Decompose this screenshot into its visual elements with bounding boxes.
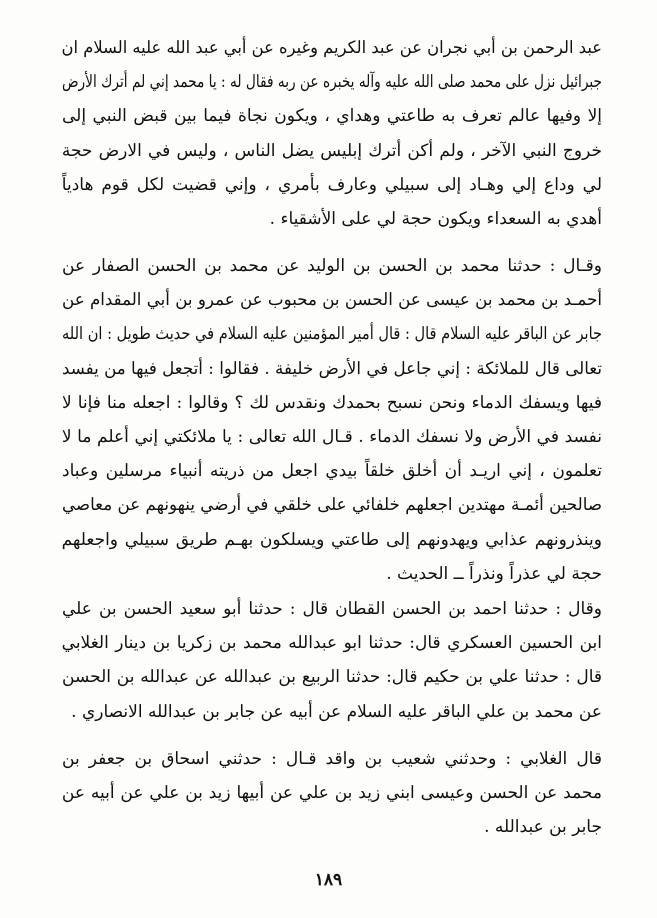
page-number: ١٨٩ [314,870,343,890]
text-line: قال : حدثنا علي بن حكيم قال: حدثنا الربيع بن عبدالله عن عبدالله بن الحسن [62,667,602,688]
text-line: قال الغلابي : وحدثني شعيب بن واقد قـال : حدثني اسحاق بن جعفر بن [62,749,602,769]
text-line: جابر عن الباقر عليه السلام قال : قال أمير المؤمنين عليه السلام في حديث طويل : ان الله [61,324,602,345]
text-line: وقـال : حدثنا محمد بن الحسن بن الوليد عن محمد بن الحسن الصفار عن [62,256,602,276]
text-line: وينذرونهم عذابي ويهدونهم إلى طاعتي ويسلكون بهـم طريق سبيلي واجعلهم [62,529,602,550]
text-line: خروج النبي الآخر ، ولم أكن أترك إبليس يضل الناس ، وليس في الارض حجة [62,140,602,161]
text-line: حجة لي عذراً ونذراً ــ الحديث . [386,563,602,584]
text-line: محمد عن الحسن وعيسى ابني زيد بن علي عن أبيها زيد بن علي عن أبيه عن [62,783,602,804]
text-line: أهدي به السعداء ويكون حجة لي على الأشقياء . [269,209,602,230]
text-line: ابن الحسين العسكري قال: حدثنا ابو عبدالله محمد بن زكريا بن دينار الغلابي [62,633,602,654]
text-line: أحمـد بن محمد بن عيسى عن الحسن بن محبوب عن عمرو بن أبي المقدام عن [62,290,602,311]
paragraph-2 [62,249,602,591]
paragraph-1 [62,31,602,236]
text-line: وقال : حدثنا احمد بن الحسن القطان قال : حدثنا أبو سعيد الحسن بن علي [62,599,602,619]
text-line: إلا وفيها عالم تعرف به طاعتي وهداي ، ويكون نجاة فيما بين قبض النبي إلى [62,106,602,127]
paragraph-3 [62,592,602,729]
text-line: فيها ويسفك الدماء ونحن نسبح بحمدك ونقدس لك ؟ وقالوا : اجعله منا فإنا لا [62,392,602,413]
text-line: تعلمون ، إني اريـد أن أخلق خلقاً بيدي اجعل من ذريته أنبياء مرسلين وعباد [62,461,602,482]
text-line: تعالى قال للملائكة : إني جاعل في الأرض خليفة . فقالوا : أتجعل فيها من يفسد [62,358,602,379]
text-line: جابر بن عبدالله . [484,817,602,838]
text-line: عن محمد بن علي الباقر عليه السلام عن أبيه عن جابر بن عبدالله الانصاري . [71,701,602,722]
text-line: جبرائيل نزل على محمد صلى الله عليه وآله يخبره عن ربه فقال له : يا محمد إني لم أترك الأرض [61,72,602,93]
text-line: لي وداع إلي وهـاد إلى سبيلي وعارف بأمري ، وإني قضيت لكل قوم هادياً [62,174,602,195]
paragraph-4 [62,742,602,845]
text-line: صالحين أئمـة مهتدين اجعلهم خلفائي على خلقي في أرضي ينهونهم عن معاصي [62,495,602,516]
text-line: نفسد في الأرض ولا نسفك الدماء . قـال الله تعالى : يا ملائكتي إني أعلم ما لا [62,427,602,448]
text-line: عبد الرحمن بن أبي نجران عن عبد الكريم وغيره عن أبي عبد الله عليه السلام ان [61,38,602,58]
